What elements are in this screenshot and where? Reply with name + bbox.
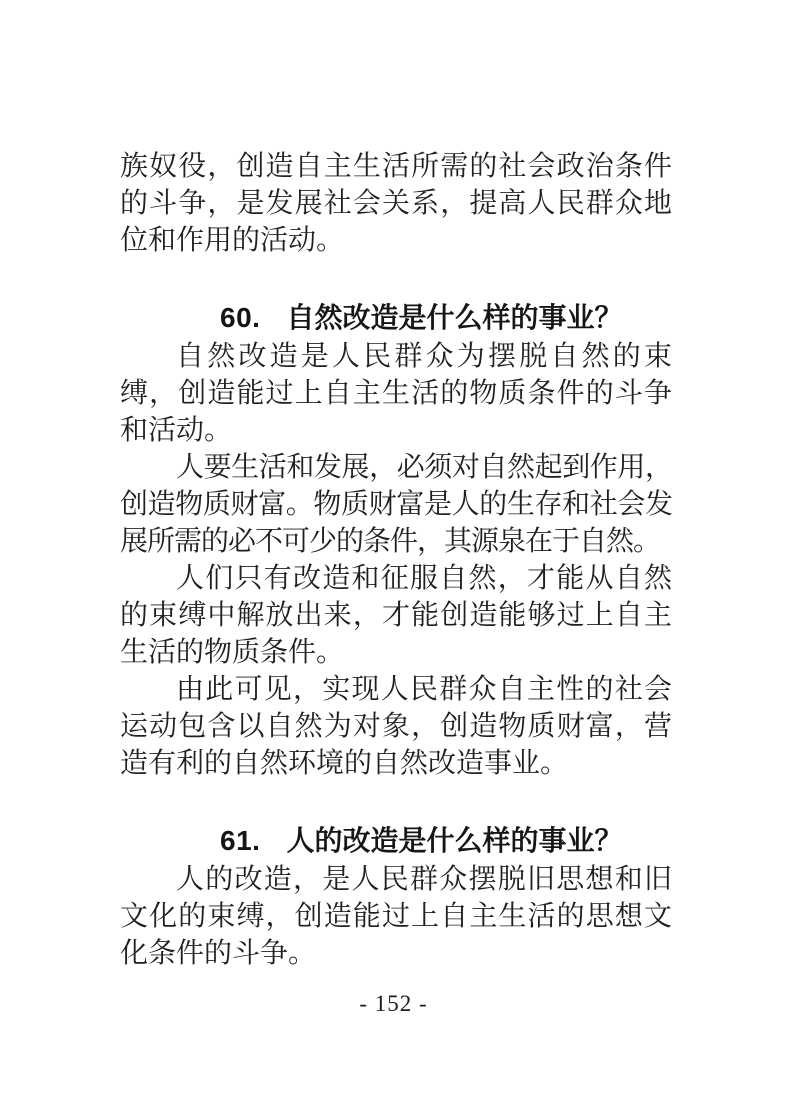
page-footer [0, 991, 787, 1017]
section-60-heading [120, 299, 672, 336]
section-60-question-number: 60. [220, 302, 261, 333]
section-61-question-title: 人的改造是什么样的事业？ [286, 825, 623, 856]
section-60-paragraph-1: 自然改造是人民群众为摆脱自然的束缚，创造能过上自主生活的物质条件的斗争和活动。 [120, 341, 672, 446]
paragraph-continuation: 族奴役，创造自主生活所需的社会政治条件的斗争，是发展社会关系，提高人民群众地位和作用的活动。 [120, 151, 672, 256]
section-60-paragraph-4: 由此可见，实现人民群众自主性的社会运动包含以自然为对象，创造物质财富，营造有利的自然环境的自然改造事业。 [120, 674, 672, 779]
page-number: - 152 - [359, 991, 428, 1016]
section-61-heading [120, 822, 672, 859]
section-61-question-number: 61. [220, 825, 261, 856]
section-60-question-title: 自然改造是什么样的事业？ [286, 302, 623, 333]
section-60-paragraph-2: 人要生活和发展，必须对自然起到作用，创造物质财富。物质财富是人的生存和社会发展所需的必不可少的条件，其源泉在于自然。 [120, 452, 672, 557]
page-content [120, 148, 672, 972]
section-61-paragraph-1: 人的改造，是人民群众摆脱旧思想和旧文化的束缚，创造能过上自主生活的思想文化条件的斗争。 [120, 864, 672, 969]
section-60-paragraph-3: 人们只有改造和征服自然，才能从自然的束缚中解放出来，才能创造能够过上自主生活的物质条件。 [120, 563, 672, 668]
